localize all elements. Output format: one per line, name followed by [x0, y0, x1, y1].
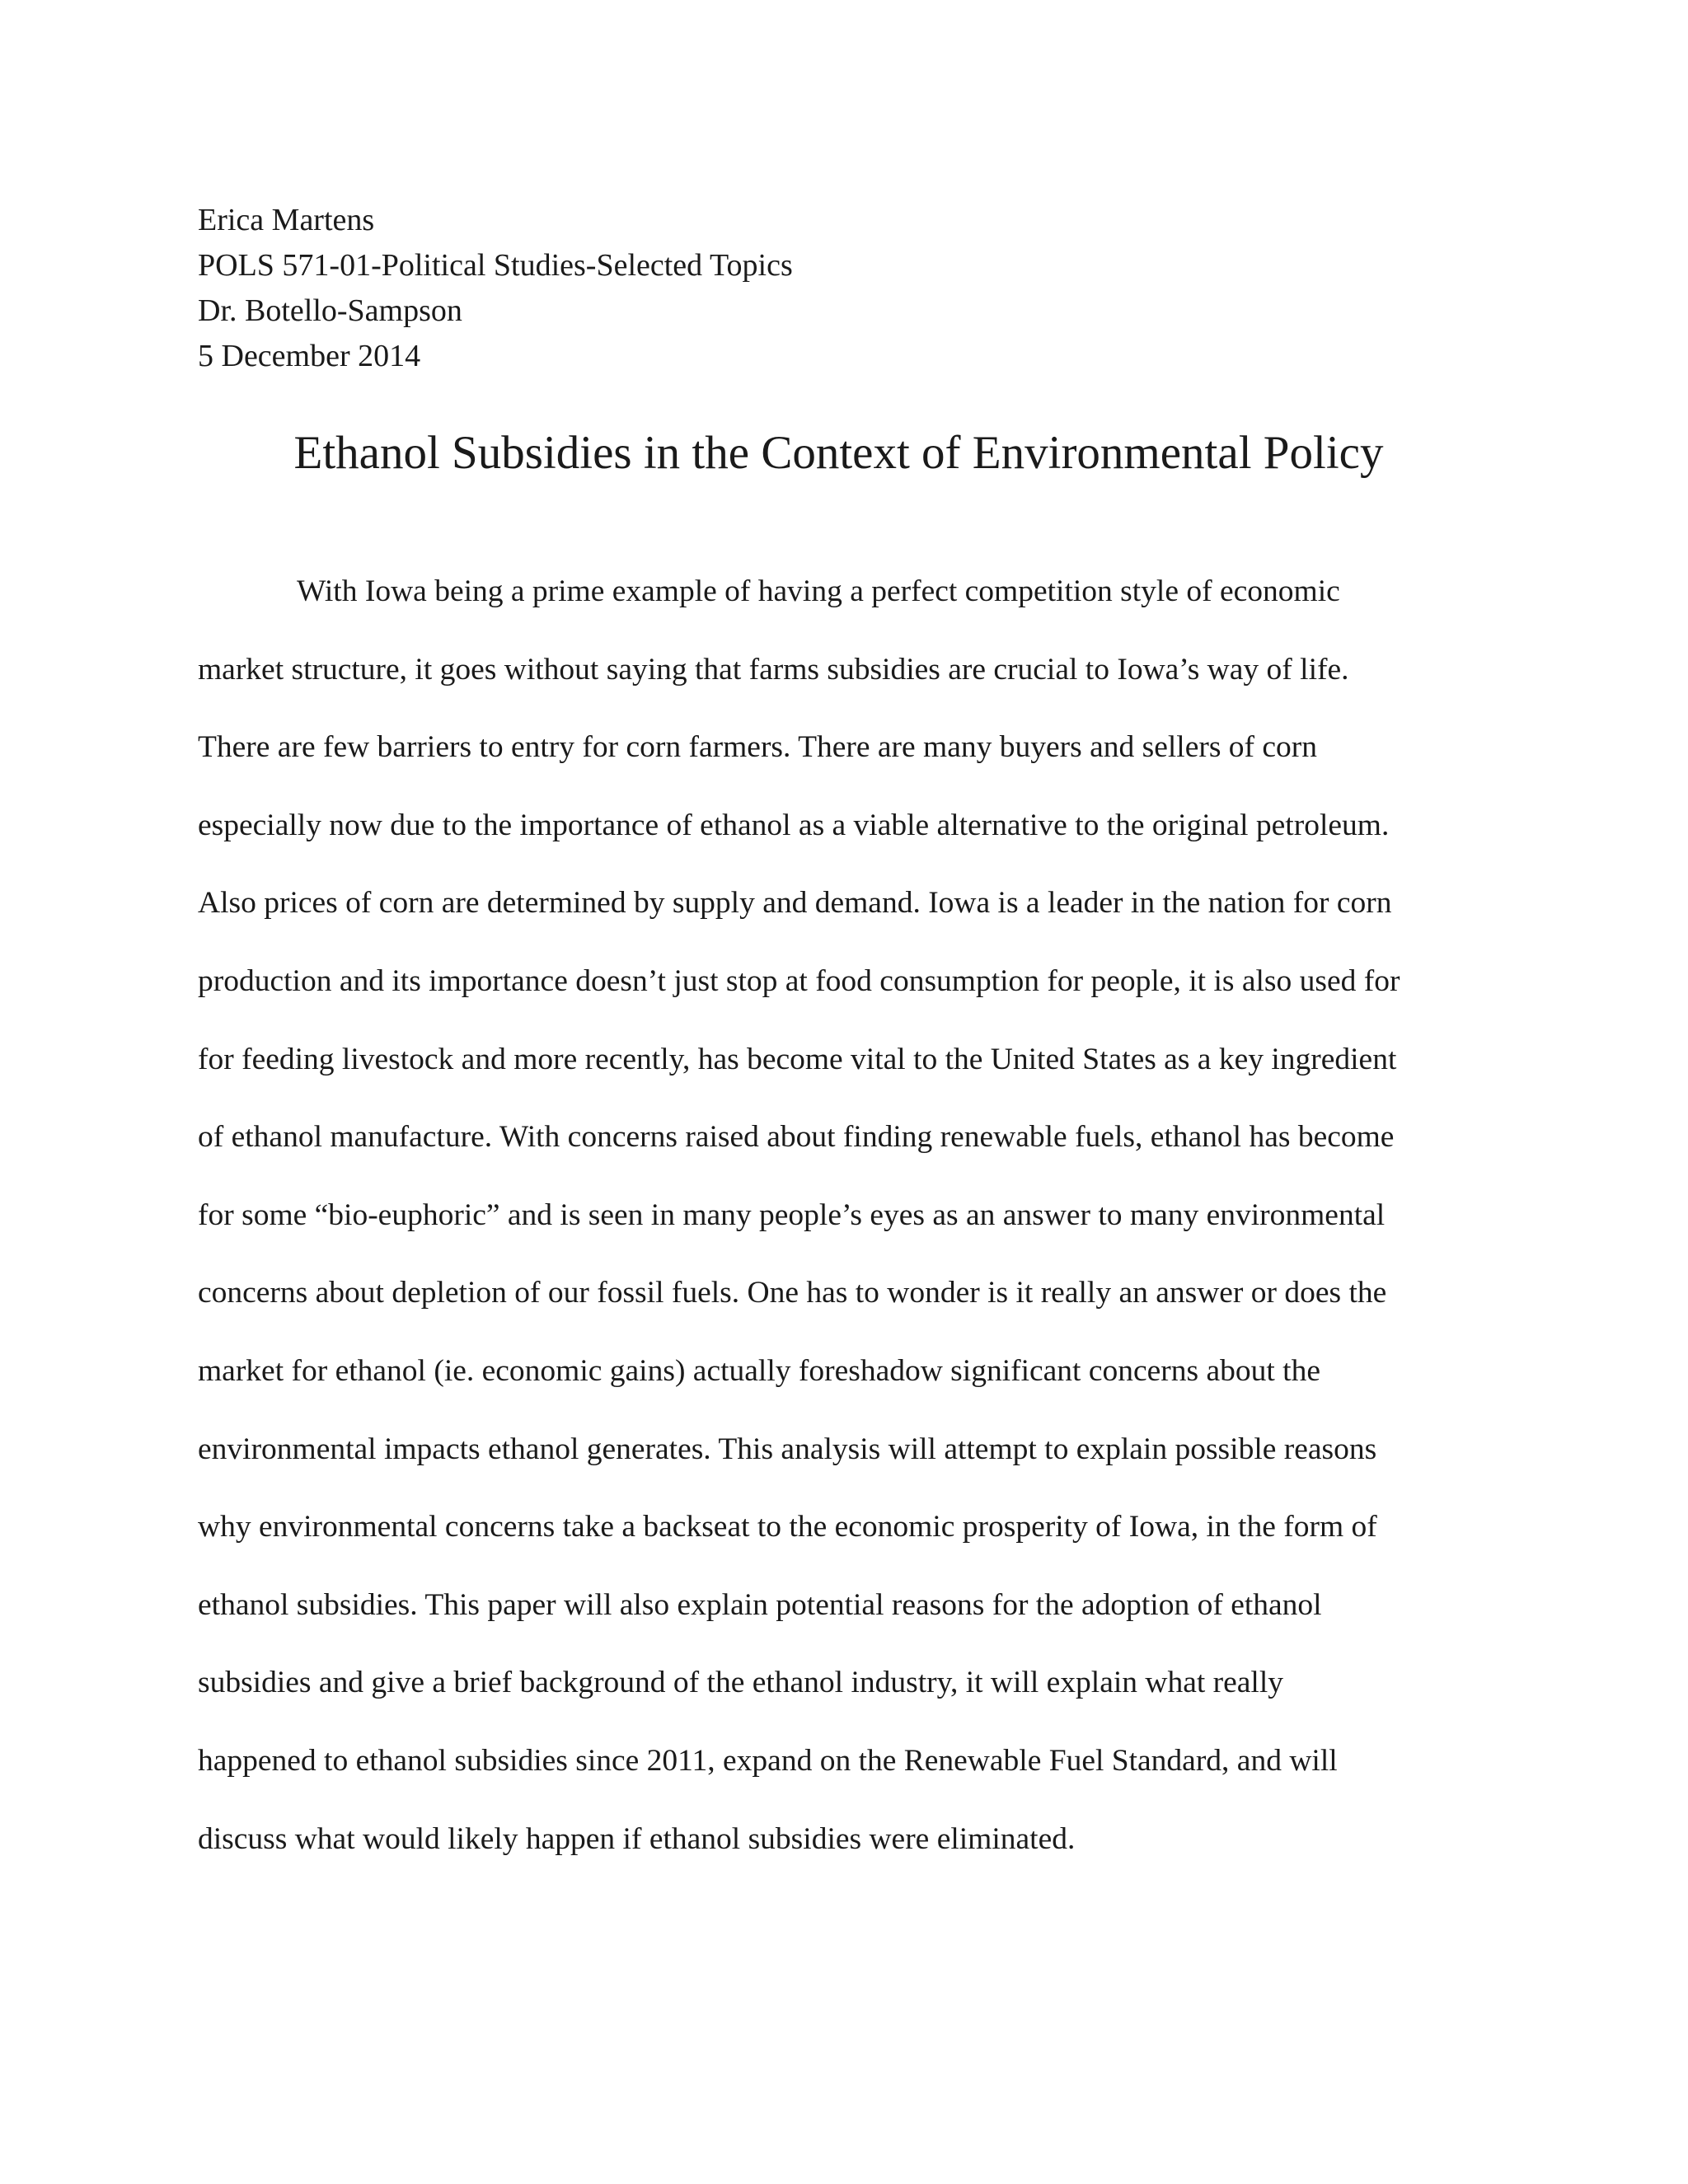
body-line: With Iowa being a prime example of having a perfect competition style of economic: [297, 574, 1340, 608]
body-line: market structure, it goes without saying that farms subsidies are crucial to Iowa’s way of life.: [198, 652, 1349, 687]
body-line: environmental impacts ethanol generates. This analysis will attempt to explain possible reasons: [198, 1432, 1377, 1466]
body-paragraph: [198, 553, 1517, 1878]
submission-date: 5 December 2014: [198, 339, 421, 373]
body-line: why environmental concerns take a backseat to the economic prosperity of Iowa, in the form of: [198, 1510, 1377, 1544]
body-line: happened to ethanol subsidies since 2011, expand on the Renewable Fuel Standard, and will: [198, 1743, 1338, 1778]
body-line: of ethanol manufacture. With concerns raised about finding renewable fuels, ethanol has become: [198, 1120, 1395, 1155]
body-line: production and its importance doesn’t just stop at food consumption for people, it is also used for: [198, 963, 1400, 998]
document-title: Ethanol Subsidies in the Context of Environmental Policy: [293, 427, 1384, 479]
document-header: [198, 198, 793, 379]
body-line: There are few barriers to entry for corn farmers. There are many buyers and sellers of corn: [198, 730, 1318, 765]
body-line: subsidies and give a brief background of the ethanol industry, it will explain what really: [198, 1666, 1284, 1700]
body-line: discuss what would likely happen if ethanol subsidies were eliminated.: [198, 1821, 1076, 1856]
body-line: concerns about depletion of our fossil fuels. One has to wonder is it really an answer or does the: [198, 1276, 1387, 1310]
body-line: ethanol subsidies. This paper will also explain potential reasons for the adoption of ethanol: [198, 1587, 1322, 1622]
body-line: Also prices of corn are determined by supply and demand. Iowa is a leader in the nation for corn: [198, 886, 1392, 921]
author-name: Erica Martens: [198, 203, 375, 237]
body-line: market for ethanol (ie. economic gains) actually foreshadow significant concerns about the: [198, 1353, 1320, 1388]
body-line: especially now due to the importance of ethanol as a viable alternative to the original petroleum.: [198, 808, 1390, 842]
body-line: for feeding livestock and more recently, has become vital to the United States as a key ingredient: [198, 1042, 1397, 1076]
body-line: for some “bio-euphoric” and is seen in many people’s eyes as an answer to many environmental: [198, 1197, 1386, 1232]
course-name: POLS 571-01-Political Studies-Selected Topics: [198, 248, 793, 283]
instructor-name: Dr. Botello-Sampson: [198, 293, 462, 328]
